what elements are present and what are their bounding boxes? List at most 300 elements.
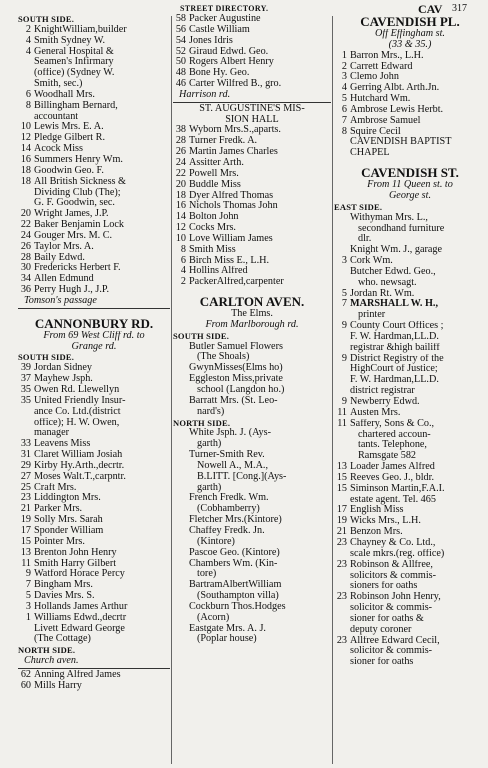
occupant: Barratt Mrs. (St. Leo- bbox=[189, 395, 278, 406]
directory-entry bbox=[173, 363, 331, 374]
directory-entry bbox=[18, 428, 170, 439]
running-title: STREET DIRECTORY. bbox=[180, 4, 269, 13]
directory-entry bbox=[334, 538, 486, 549]
house-number: 15 bbox=[20, 536, 31, 547]
occupant: Billingham Bernard, bbox=[34, 100, 118, 111]
house-number: 23 bbox=[336, 537, 347, 548]
house-number: 14 bbox=[175, 212, 186, 223]
occupant: Robinson John Henry, bbox=[350, 592, 441, 603]
house-number: 6 bbox=[180, 255, 186, 266]
house-number: 2 bbox=[25, 24, 31, 35]
occupant: Taylor Mrs. A. bbox=[34, 241, 94, 252]
column-divider bbox=[332, 16, 333, 764]
house-number: 18 bbox=[20, 165, 31, 176]
directory-entry bbox=[18, 396, 170, 407]
directory-entry bbox=[18, 472, 170, 483]
directory-entry bbox=[173, 580, 331, 591]
directory-entry bbox=[334, 614, 486, 625]
directory-entry bbox=[18, 188, 170, 199]
directory-entry bbox=[334, 51, 486, 62]
centered-entry: ST. AUGUSTINE'S MIS- bbox=[199, 103, 305, 114]
house-number: 31 bbox=[20, 450, 31, 461]
house-number: 39 bbox=[20, 363, 31, 374]
directory-entry bbox=[18, 439, 170, 450]
occupant: Wright James, J.P. bbox=[34, 209, 109, 220]
directory-entry bbox=[18, 155, 170, 166]
occupant: Chaffey Fredk. Jn. bbox=[189, 525, 265, 536]
directory-entry bbox=[173, 613, 331, 624]
house-number: 18 bbox=[20, 176, 31, 187]
street-heading: CARLTON AVEN. bbox=[199, 294, 305, 310]
directory-entry bbox=[334, 224, 486, 235]
house-number: 24 bbox=[175, 157, 186, 168]
house-number: 6 bbox=[341, 104, 347, 115]
cross-street-label: Tomson's passage bbox=[24, 295, 97, 306]
house-number: 35 bbox=[20, 385, 31, 395]
directory-entry bbox=[334, 484, 486, 495]
directory-entry bbox=[173, 634, 331, 645]
directory-entry bbox=[173, 212, 331, 223]
occupant: (The Shoals) bbox=[197, 352, 250, 363]
occupant: F. W. Hardman,LL.D. bbox=[350, 375, 439, 386]
occupant: Allen Edmund bbox=[34, 274, 94, 285]
occupant: Bolton John bbox=[189, 212, 239, 223]
house-number: 46 bbox=[175, 79, 186, 90]
street-extent: From Marlborough rd. bbox=[205, 319, 299, 330]
house-number: 29 bbox=[20, 460, 31, 471]
house-number: 50 bbox=[175, 57, 186, 68]
occupant: (Acorn) bbox=[197, 612, 230, 623]
directory-entry bbox=[334, 256, 486, 267]
directory-entry bbox=[334, 213, 486, 224]
occupant: Eggleston Miss,private bbox=[189, 374, 283, 385]
occupant: tore) bbox=[197, 569, 217, 580]
directory-entry bbox=[18, 166, 170, 177]
occupant: Ambrose Samuel bbox=[350, 115, 421, 126]
occupant: Goodwin Geo. F. bbox=[34, 165, 104, 176]
occupant: Lewis Mrs. E. A. bbox=[34, 122, 104, 133]
house-number: 26 bbox=[175, 147, 186, 158]
directory-entry bbox=[18, 634, 170, 645]
directory-entry bbox=[334, 105, 486, 116]
column-3 bbox=[334, 14, 486, 668]
directory-entry bbox=[334, 462, 486, 473]
directory-entry bbox=[18, 253, 170, 264]
occupant: BartramAlbertWilliam bbox=[189, 580, 282, 591]
column-divider bbox=[171, 16, 172, 764]
directory-entry bbox=[18, 504, 170, 515]
house-number: 8 bbox=[25, 100, 31, 111]
occupant: Withyman Mrs. L., bbox=[350, 212, 428, 223]
directory-entry bbox=[18, 79, 170, 90]
directory-entry bbox=[18, 418, 170, 429]
directory-entry bbox=[334, 386, 486, 397]
street-heading: CANNONBURY RD. bbox=[34, 315, 154, 331]
directory-entry bbox=[334, 364, 486, 375]
occupant: office); H. W. Owen, bbox=[34, 417, 120, 428]
occupant: Allfree Edward Cecil, bbox=[350, 635, 440, 646]
rule bbox=[18, 668, 170, 669]
directory-entry bbox=[173, 223, 331, 234]
directory-entry bbox=[173, 559, 331, 570]
directory-entry bbox=[18, 263, 170, 274]
occupant: General Hospital & bbox=[34, 46, 114, 57]
occupant: printer bbox=[358, 310, 386, 321]
directory-entry bbox=[18, 681, 170, 692]
occupant: Powell Mrs. bbox=[189, 168, 239, 179]
directory-entry bbox=[173, 374, 331, 385]
house-number: 34 bbox=[20, 274, 31, 285]
rule bbox=[18, 308, 170, 309]
occupant: (The Cottage) bbox=[34, 634, 91, 645]
directory-entry bbox=[173, 428, 331, 439]
occupant: Williams Edwd.,decrtr bbox=[34, 612, 127, 623]
house-number: 3 bbox=[341, 256, 347, 267]
occupant: Hollins Alfred bbox=[189, 266, 248, 277]
occupant: Newberry Edwd. bbox=[350, 397, 420, 407]
directory-entry bbox=[18, 407, 170, 418]
side-heading: NORTH SIDE. bbox=[18, 645, 76, 656]
directory-entry bbox=[334, 408, 486, 419]
occupant: (Southampton villa) bbox=[197, 591, 279, 602]
occupant: Liddington Mrs. bbox=[34, 493, 101, 504]
cross-street bbox=[18, 656, 170, 669]
occupant: Hutchard Wm. bbox=[350, 94, 411, 105]
cross-street-label: Harrison rd. bbox=[179, 89, 231, 100]
directory-entry bbox=[334, 603, 486, 614]
directory-entry bbox=[173, 461, 331, 472]
directory-entry bbox=[334, 299, 486, 310]
house-number: 5 bbox=[25, 591, 31, 602]
occupant: Smith Sydney W. bbox=[34, 35, 106, 46]
house-number: 22 bbox=[20, 220, 31, 231]
house-number: 28 bbox=[20, 252, 31, 263]
house-number: 4 bbox=[25, 46, 31, 57]
directory-entry bbox=[18, 122, 170, 133]
directory-entry bbox=[18, 526, 170, 537]
occupant: Eastgate Mrs. A. J. bbox=[189, 623, 266, 634]
directory-entry bbox=[334, 267, 486, 278]
occupant: Bone Hy. Geo. bbox=[189, 68, 250, 79]
house-number: 12 bbox=[175, 223, 186, 234]
directory-entry bbox=[18, 483, 170, 494]
street-heading: CAVENDISH PL. bbox=[360, 14, 460, 29]
house-number: 62 bbox=[20, 669, 31, 680]
house-number: 4 bbox=[25, 35, 31, 46]
directory-entry bbox=[173, 47, 331, 58]
directory-entry bbox=[18, 624, 170, 635]
street-extent: From 11 Queen st. to bbox=[367, 180, 453, 191]
occupant: G. F. Goodwin, sec. bbox=[34, 198, 115, 209]
directory-entry bbox=[334, 440, 486, 451]
directory-entry bbox=[18, 101, 170, 112]
directory-entry bbox=[18, 274, 170, 285]
house-number: 54 bbox=[175, 35, 186, 46]
directory-entry bbox=[18, 285, 170, 296]
occupant: Carrett Edward bbox=[350, 61, 413, 72]
occupant: Pointer Mrs. bbox=[34, 536, 85, 547]
directory-entry bbox=[334, 581, 486, 592]
occupant: Cork Wm. bbox=[350, 256, 393, 267]
occupant: Anning Alfred James bbox=[34, 669, 121, 680]
directory-entry bbox=[18, 385, 170, 396]
house-number: 21 bbox=[20, 504, 31, 515]
occupant: Packer Augustine bbox=[189, 14, 261, 24]
occupant: scale mkrs.(reg. office) bbox=[350, 548, 445, 559]
occupant: Acock Miss bbox=[34, 144, 83, 155]
cross-street bbox=[18, 296, 170, 309]
occupant: Assitter Arth. bbox=[189, 157, 244, 168]
directory-entry bbox=[334, 657, 486, 668]
directory-entry bbox=[173, 396, 331, 407]
directory-entry bbox=[173, 407, 331, 418]
occupant: Dyer Alfred Thomas bbox=[189, 190, 274, 201]
occupant: Smith, sec.) bbox=[34, 79, 83, 90]
directory-entry bbox=[173, 57, 331, 68]
occupant: Gerring Albt. Arth.Jn. bbox=[350, 83, 440, 94]
house-number: 6 bbox=[25, 89, 31, 100]
occupant: tants. Telephone, bbox=[358, 440, 427, 451]
house-number: 11 bbox=[337, 418, 347, 429]
occupant: Parker Mrs. bbox=[34, 504, 83, 515]
house-number: 33 bbox=[20, 439, 31, 450]
occupant: Ramsgate 582 bbox=[358, 451, 417, 462]
occupant: Reeves Geo. J., bldr. bbox=[350, 472, 435, 483]
occupant: Owen Rd. Llewellyn bbox=[34, 385, 120, 395]
directory-entry bbox=[334, 571, 486, 582]
house-number: 7 bbox=[341, 115, 347, 126]
directory-entry bbox=[173, 537, 331, 548]
directory-entry bbox=[334, 505, 486, 516]
occupant: White Jsph. J. (Ays- bbox=[189, 428, 271, 439]
house-number: 7 bbox=[25, 580, 31, 591]
directory-entry bbox=[334, 148, 486, 159]
section-label: CAV bbox=[418, 2, 443, 16]
house-number: 56 bbox=[175, 24, 186, 35]
occupant: District Registry of the bbox=[350, 353, 444, 364]
occupant: Nowell A., M.A., bbox=[197, 460, 269, 471]
house-number: 16 bbox=[20, 154, 31, 165]
directory-entry bbox=[18, 133, 170, 144]
directory-entry bbox=[334, 116, 486, 127]
directory-entry bbox=[334, 451, 486, 462]
occupant: Castle William bbox=[189, 24, 250, 35]
directory-entry bbox=[334, 397, 486, 408]
occupant: Mayhew Jsph. bbox=[34, 374, 93, 385]
house-number: 2 bbox=[180, 277, 186, 288]
occupant: PackerAlfred,carpenter bbox=[189, 277, 284, 288]
occupant: nard's) bbox=[197, 406, 225, 417]
directory-entry bbox=[334, 245, 486, 256]
occupant: accountant bbox=[34, 111, 79, 122]
directory-entry bbox=[173, 169, 331, 180]
occupant: secondhand furniture bbox=[358, 223, 445, 234]
house-number: 8 bbox=[341, 126, 347, 137]
occupant: Jordan Sidney bbox=[34, 363, 93, 374]
directory-entry bbox=[334, 636, 486, 647]
directory-entry bbox=[173, 504, 331, 515]
occupant: Jones Idris bbox=[189, 35, 233, 46]
occupant: Jordan Rt. Wm. bbox=[350, 288, 415, 299]
occupant: solicitor & commis- bbox=[350, 646, 433, 657]
house-number: 9 bbox=[341, 353, 347, 364]
street-heading: CAVENDISH ST. bbox=[361, 165, 459, 181]
directory-entry bbox=[18, 57, 170, 68]
directory-entry bbox=[173, 483, 331, 494]
directory-entry bbox=[18, 47, 170, 58]
directory-entry bbox=[173, 450, 331, 461]
directory-entry bbox=[18, 177, 170, 188]
house-number: 9 bbox=[25, 569, 31, 580]
directory-entry bbox=[18, 613, 170, 624]
occupant: (office) (Sydney W. bbox=[34, 68, 115, 79]
occupant: (Cobhamberry) bbox=[197, 504, 260, 515]
occupant: Knight Wm. J., garage bbox=[350, 245, 443, 256]
house-number: 14 bbox=[20, 144, 31, 155]
occupant: Carter Wilfred B., gro. bbox=[189, 79, 282, 90]
directory-entry bbox=[173, 68, 331, 79]
occupant: Sponder William bbox=[34, 525, 104, 536]
directory-entry bbox=[18, 591, 170, 602]
occupant: Gouger Mrs. M. C. bbox=[34, 230, 113, 241]
house-number: 17 bbox=[336, 505, 347, 516]
directory-entry bbox=[334, 278, 486, 289]
occupant: GwynMisses(Elms ho) bbox=[189, 363, 283, 374]
house-number: 7 bbox=[341, 299, 347, 310]
house-number: 23 bbox=[336, 559, 347, 570]
directory-entry bbox=[18, 450, 170, 461]
house-number: 22 bbox=[175, 168, 186, 179]
house-number: 11 bbox=[337, 407, 347, 418]
directory-entry bbox=[18, 231, 170, 242]
occupant: United Friendly Insur- bbox=[34, 395, 126, 406]
directory-entry bbox=[173, 591, 331, 602]
occupant: Wyborn Mrs.S.,aparts. bbox=[189, 125, 281, 136]
directory-entry bbox=[173, 526, 331, 537]
directory-entry bbox=[334, 430, 486, 441]
directory-entry bbox=[173, 147, 331, 158]
directory-entry bbox=[18, 602, 170, 613]
occupant: Summers Henry Wm. bbox=[34, 154, 123, 165]
occupant: Siminson Martin,F.A.I. bbox=[350, 483, 445, 494]
occupant: Turner-Smith Rev. bbox=[189, 450, 265, 461]
house-number: 28 bbox=[175, 136, 186, 147]
occupant: Birch Miss E., L.H. bbox=[189, 255, 270, 266]
directory-entry bbox=[18, 569, 170, 580]
cross-street-label: Church aven. bbox=[24, 656, 79, 667]
house-number: 52 bbox=[175, 46, 186, 57]
directory-entry bbox=[334, 516, 486, 527]
directory-entry bbox=[173, 515, 331, 526]
occupant: F. W. Hardman,LL.D. bbox=[350, 331, 439, 342]
occupant: Love William James bbox=[189, 233, 273, 244]
occupant: Benzon Mrs. bbox=[350, 527, 403, 538]
directory-entry bbox=[18, 493, 170, 504]
directory-entry bbox=[18, 209, 170, 220]
directory-entry bbox=[334, 495, 486, 506]
house-number: 8 bbox=[180, 244, 186, 255]
occupant: Seamen's Infirmary bbox=[34, 57, 114, 68]
occupant: Butcher Edwd. Geo., bbox=[350, 266, 436, 277]
page-number: 317 bbox=[452, 3, 467, 14]
directory-entry bbox=[334, 137, 486, 148]
street-extent: (33 & 35.) bbox=[388, 39, 432, 50]
directory-entry bbox=[334, 234, 486, 245]
house-number: 20 bbox=[175, 179, 186, 190]
occupant: (Poplar house) bbox=[197, 634, 257, 645]
directory-entry bbox=[18, 144, 170, 155]
occupant: Chambers Wm. (Kin- bbox=[189, 558, 278, 569]
house-number: 4 bbox=[180, 266, 186, 277]
occupant: Pledge Gilbert R. bbox=[34, 133, 106, 144]
column-1 bbox=[18, 14, 170, 692]
occupant: Baker Benjamin Lock bbox=[34, 220, 124, 231]
occupant: garth) bbox=[197, 439, 222, 450]
directory-entry bbox=[334, 560, 486, 571]
occupant: solicitor & commis- bbox=[350, 603, 433, 614]
directory-entry bbox=[18, 242, 170, 253]
occupant: (Kintore) bbox=[197, 536, 235, 547]
occupant: Nichols Thomas John bbox=[189, 201, 278, 212]
directory-entry bbox=[173, 245, 331, 256]
house-number: 25 bbox=[20, 482, 31, 493]
directory-entry bbox=[18, 548, 170, 559]
directory-entry bbox=[18, 515, 170, 526]
house-number: 13 bbox=[20, 547, 31, 558]
house-number: 35 bbox=[20, 395, 31, 406]
directory-entry bbox=[18, 559, 170, 570]
occupant: Claret William Josiah bbox=[34, 450, 123, 461]
house-number: 24 bbox=[20, 230, 31, 241]
occupant: Loader James Alfred bbox=[350, 462, 435, 473]
house-number: 58 bbox=[175, 14, 186, 24]
directory-entry bbox=[18, 68, 170, 79]
occupant: All British Sickness & bbox=[34, 176, 126, 187]
side-heading: NORTH SIDE. bbox=[173, 417, 231, 428]
directory-entry bbox=[334, 419, 486, 430]
house-number: 30 bbox=[20, 263, 31, 274]
occupant: Giraud Edwd. Geo. bbox=[189, 46, 269, 57]
occupant: registrar &high bailiff bbox=[350, 342, 440, 353]
house-number: 36 bbox=[20, 285, 31, 296]
directory-entry bbox=[173, 548, 331, 559]
occupant: Pascoe Geo. (Kintore) bbox=[189, 547, 280, 558]
directory-entry bbox=[173, 277, 331, 288]
occupant: Solly Mrs. Sarah bbox=[34, 515, 103, 526]
directory-entry bbox=[173, 624, 331, 635]
occupant: sioner for oaths bbox=[350, 657, 414, 668]
occupant: English Miss bbox=[350, 505, 404, 516]
directory-entry bbox=[173, 352, 331, 363]
occupant: Robinson & Allfree, bbox=[350, 559, 433, 570]
side-heading: SOUTH SIDE. bbox=[18, 352, 75, 363]
directory-entry bbox=[173, 36, 331, 47]
directory-entry bbox=[173, 25, 331, 36]
house-number: 60 bbox=[20, 680, 31, 691]
directory-entry bbox=[18, 670, 170, 681]
house-number: 10 bbox=[175, 233, 186, 244]
house-number: 4 bbox=[341, 83, 347, 94]
directory-entry bbox=[334, 289, 486, 300]
occupant: ance Co. Ltd.(district bbox=[34, 406, 121, 417]
directory-entry bbox=[173, 493, 331, 504]
house-number: 3 bbox=[25, 601, 31, 612]
street-extent: George st. bbox=[388, 190, 432, 201]
occupant: Saffery, Sons & Co., bbox=[350, 418, 435, 429]
occupant: Mills Harry bbox=[34, 680, 82, 691]
occupant: Livett Edward George bbox=[34, 623, 125, 634]
occupant: school (Langdon ho.) bbox=[197, 385, 285, 395]
